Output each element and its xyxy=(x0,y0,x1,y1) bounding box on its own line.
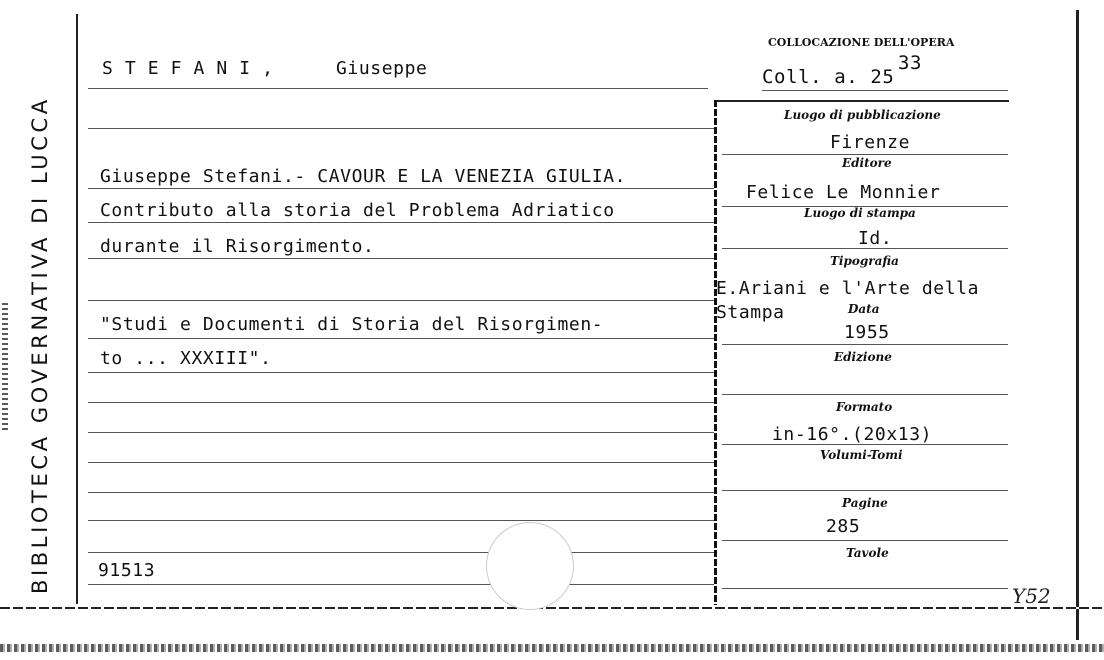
pagine-value: 285 xyxy=(826,516,861,537)
body-line-1: Giuseppe Stefani.- CAVOUR E LA VENEZIA GIULIA. xyxy=(100,166,627,187)
author-surname: S T E F A N I , xyxy=(102,58,274,79)
ruled-line xyxy=(762,90,1008,91)
editore-value: Felice Le Monnier xyxy=(746,182,941,203)
series-line-1: "Studi e Documenti di Storia del Risorgimen- xyxy=(100,314,604,335)
editore-label: Editore xyxy=(842,156,892,170)
ruled-line xyxy=(88,372,714,373)
ruled-line xyxy=(88,402,714,403)
collocation-sup: 33 xyxy=(898,52,923,74)
ruled-line xyxy=(88,300,714,301)
punch-hole xyxy=(486,522,574,610)
ruled-line xyxy=(88,584,714,585)
ruled-line xyxy=(88,258,714,259)
tipografia-value-2: Stampa xyxy=(716,302,785,323)
ruled-line xyxy=(722,344,1008,345)
ruled-line xyxy=(722,540,1008,541)
right-border xyxy=(1076,10,1079,640)
data-label: Data xyxy=(848,302,880,316)
ruled-line xyxy=(722,154,1008,155)
formato-label: Formato xyxy=(836,400,893,414)
body-line-2: Contributo alla storia del Problema Adriatico xyxy=(100,200,615,221)
scan-noise xyxy=(0,644,1104,652)
ruled-line xyxy=(88,552,714,553)
ruled-line xyxy=(88,88,708,89)
ruled-line xyxy=(88,188,714,189)
left-border xyxy=(76,14,78,604)
formato-value: in-16°.(20x13) xyxy=(772,424,933,445)
ruled-line xyxy=(88,492,714,493)
tipografia-label: Tipografia xyxy=(830,254,899,268)
ruled-line xyxy=(722,394,1008,395)
card-bottom-edge xyxy=(0,607,1104,609)
ruled-line xyxy=(88,338,714,339)
luogo-stampa-label: Luogo di stampa xyxy=(804,206,916,220)
ruled-line xyxy=(88,432,714,433)
luogo-pubblicazione-value: Firenze xyxy=(830,132,911,153)
edizione-label: Edizione xyxy=(834,350,892,364)
collocation-value: Coll. a. 25 xyxy=(762,66,895,88)
tipografia-value-1: E.Ariani e l'Arte della xyxy=(716,278,980,299)
series-line-2: to ... XXXIII". xyxy=(100,348,272,369)
body-line-3: durante il Risorgimento. xyxy=(100,236,375,257)
ruled-line xyxy=(88,128,714,129)
ruled-line xyxy=(88,222,714,223)
panel-top-line xyxy=(717,100,1009,102)
volumi-tomi-label: Volumi-Tomi xyxy=(820,448,903,462)
edge-marks xyxy=(2,300,8,430)
library-name: BIBLIOTECA GOVERNATIVA DI LUCCA xyxy=(28,96,52,594)
ruled-line xyxy=(88,520,714,521)
ruled-line xyxy=(722,588,1008,589)
collocation-label: COLLOCAZIONE DELL'OPERA xyxy=(768,36,955,49)
tavole-label: Tavole xyxy=(846,546,889,560)
inventory-number: 91513 xyxy=(98,560,156,581)
pagine-label: Pagine xyxy=(842,496,888,510)
luogo-stampa-value: Id. xyxy=(858,228,893,249)
ruled-line xyxy=(722,490,1008,491)
margin-scribble: Y52 xyxy=(1012,584,1051,608)
luogo-pubblicazione-label: Luogo di pubblicazione xyxy=(784,108,941,122)
author-name: Giuseppe xyxy=(336,58,428,79)
ruled-line xyxy=(88,462,714,463)
data-value: 1955 xyxy=(844,322,890,343)
panel-divider xyxy=(714,100,717,605)
